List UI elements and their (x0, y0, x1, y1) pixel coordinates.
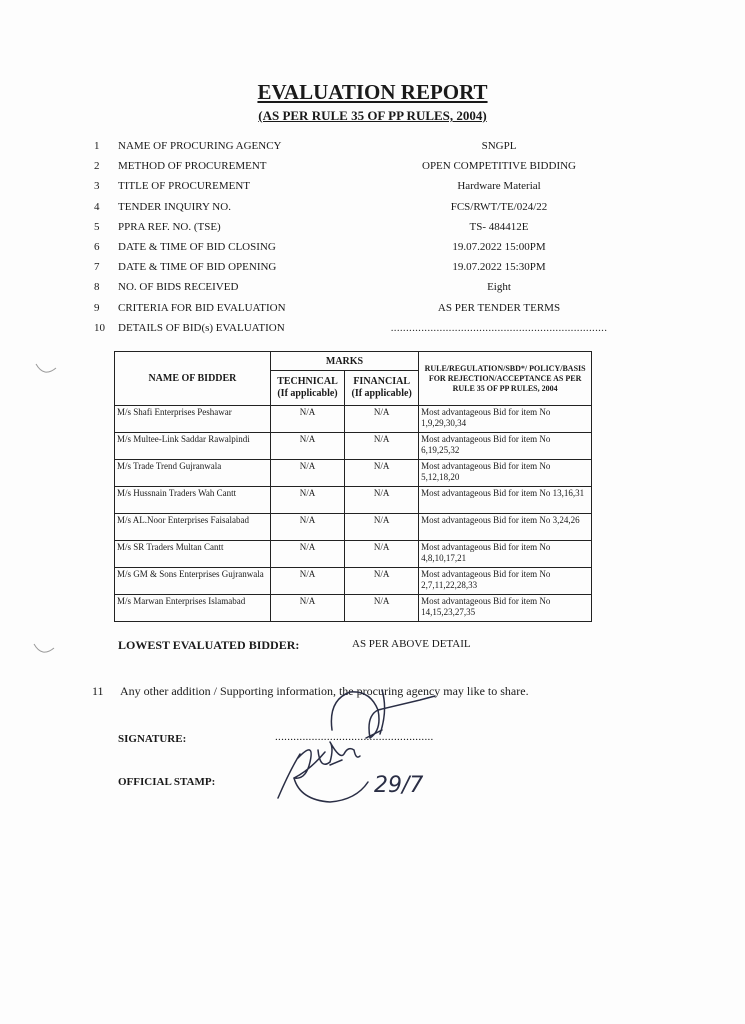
signature-date: 29/7 (374, 773, 424, 798)
bidder-name: M/s Shafi Enterprises Peshawar (115, 406, 271, 433)
table-row (115, 433, 592, 460)
report-title: EVALUATION REPORT (257, 80, 488, 104)
field-number: 3 (94, 180, 100, 193)
punch-hole-mark (34, 358, 58, 382)
field-value: FCS/RWT/TE/024/22 (450, 200, 548, 213)
financial-header-label: FINANCIAL (353, 376, 410, 387)
field-row (94, 180, 654, 200)
rule-basis: Most advantageous Bid for item No 14,15,23,27,35 (419, 595, 592, 622)
field-value: SNGPL (481, 140, 517, 152)
financial-header-sub: (If applicable) (351, 388, 412, 399)
column-header-name: NAME OF BIDDER (115, 352, 271, 406)
bidder-name: M/s AL.Noor Enterprises Faisalabad (115, 514, 271, 541)
field-number: 7 (94, 261, 100, 274)
field-value-dotted-line: ....................................................................... (390, 321, 608, 334)
punch-hole-mark (32, 638, 56, 662)
rule-basis: Most advantageous Bid for item No 3,24,26 (419, 514, 592, 541)
lowest-bidder-value: AS PER ABOVE DETAIL (352, 638, 471, 650)
bidder-name: M/s Multee-Link Saddar Rawalpindi (115, 433, 271, 460)
field-number: 10 (94, 321, 105, 334)
field-row (94, 201, 654, 221)
report-subtitle: (AS PER RULE 35 OF PP RULES, 2004) (258, 108, 487, 123)
technical-mark: N/A (270, 460, 344, 487)
supporting-info-text: Any other addition / Supporting information, the procuring agency may like to share. (120, 684, 529, 698)
field-number: 8 (94, 281, 100, 294)
field-label: NO. OF BIDS RECEIVED (118, 281, 239, 294)
financial-mark: N/A (345, 460, 419, 487)
bidder-name: M/s SR Traders Multan Cantt (115, 541, 271, 568)
column-header-technical (270, 371, 344, 406)
table-row (115, 541, 592, 568)
column-header-rule: RULE/REGULATION/SBD*/ POLICY/BASIS FOR REJECTION/ACCEPTANCE AS PER RULE 35 OF PP RULES, 2004 (419, 352, 592, 406)
field-number: 5 (94, 220, 100, 233)
lowest-bidder-label: LOWEST EVALUATED BIDDER: (118, 638, 300, 652)
table-row (115, 514, 592, 541)
table-row (115, 595, 592, 622)
field-row (94, 140, 654, 160)
field-value: 19.07.2022 15:00PM (452, 240, 546, 253)
field-label: NAME OF PROCURING AGENCY (118, 140, 282, 152)
field-label: PPRA REF. NO. (TSE) (118, 220, 221, 233)
bid-evaluation-table (114, 351, 592, 622)
field-number: 4 (94, 200, 100, 213)
table-row (115, 406, 592, 433)
financial-mark: N/A (345, 541, 419, 568)
technical-header-label: TECHNICAL (277, 376, 338, 387)
field-label: CRITERIA FOR BID EVALUATION (118, 301, 286, 314)
table-row (115, 460, 592, 487)
field-label: DETAILS OF BID(s) EVALUATION (118, 321, 285, 334)
technical-mark: N/A (270, 433, 344, 460)
technical-mark: N/A (270, 514, 344, 541)
financial-mark: N/A (345, 433, 419, 460)
column-header-marks: MARKS (270, 352, 418, 371)
technical-header-sub: (If applicable) (277, 388, 338, 399)
financial-mark: N/A (345, 487, 419, 514)
bidder-name: M/s GM & Sons Enterprises Gujranwala (115, 568, 271, 595)
field-value: 19.07.2022 15:30PM (452, 261, 546, 274)
financial-mark: N/A (345, 568, 419, 595)
handwritten-signature (270, 670, 460, 820)
signature-line: .................................................... (275, 731, 434, 743)
rule-basis: Most advantageous Bid for item No 13,16,31 (419, 487, 592, 514)
field-value: Eight (487, 281, 511, 294)
report-fields (94, 140, 654, 342)
field-row (94, 322, 654, 342)
field-number: 6 (94, 240, 100, 253)
rule-basis: Most advantageous Bid for item No 5,12,18,20 (419, 460, 592, 487)
bidder-name: M/s Marwan Enterprises Islamabad (115, 595, 271, 622)
field-row (94, 281, 654, 301)
field-row (94, 221, 654, 241)
official-stamp-label: OFFICIAL STAMP: (118, 776, 216, 788)
column-header-financial (345, 371, 419, 406)
financial-mark: N/A (345, 406, 419, 433)
table-row (115, 568, 592, 595)
field-label: DATE & TIME OF BID OPENING (118, 261, 277, 274)
field-label: DATE & TIME OF BID CLOSING (118, 240, 276, 253)
technical-mark: N/A (270, 487, 344, 514)
field-number: 2 (94, 160, 100, 173)
bidder-name: M/s Trade Trend Gujranwala (115, 460, 271, 487)
field-label: TENDER INQUIRY NO. (118, 200, 231, 213)
technical-mark: N/A (270, 541, 344, 568)
field-row (94, 241, 654, 261)
rule-basis: Most advantageous Bid for item No 4,8,10,17,21 (419, 541, 592, 568)
field-value: OPEN COMPETITIVE BIDDING (422, 160, 576, 173)
financial-mark: N/A (345, 595, 419, 622)
technical-mark: N/A (270, 568, 344, 595)
field-number: 11 (92, 684, 104, 698)
field-row (94, 261, 654, 281)
field-number: 9 (94, 301, 100, 314)
signature-label: SIGNATURE: (118, 733, 187, 745)
field-number: 1 (94, 140, 100, 152)
field-label: TITLE OF PROCUREMENT (118, 180, 250, 193)
financial-mark: N/A (345, 514, 419, 541)
bidder-name: M/s Hussnain Traders Wah Cantt (115, 487, 271, 514)
field-row (94, 302, 654, 322)
field-value: AS PER TENDER TERMS (437, 301, 561, 314)
field-value: Hardware Material (457, 180, 541, 193)
rule-basis: Most advantageous Bid for item No 1,9,29,30,34 (419, 406, 592, 433)
field-row (94, 160, 654, 180)
field-label: METHOD OF PROCUREMENT (118, 160, 267, 173)
rule-basis: Most advantageous Bid for item No 2,7,11,22,28,33 (419, 568, 592, 595)
table-row (115, 487, 592, 514)
technical-mark: N/A (270, 406, 344, 433)
technical-mark: N/A (270, 595, 344, 622)
field-value: TS- 484412E (469, 220, 529, 233)
rule-basis: Most advantageous Bid for item No 6,19,25,32 (419, 433, 592, 460)
